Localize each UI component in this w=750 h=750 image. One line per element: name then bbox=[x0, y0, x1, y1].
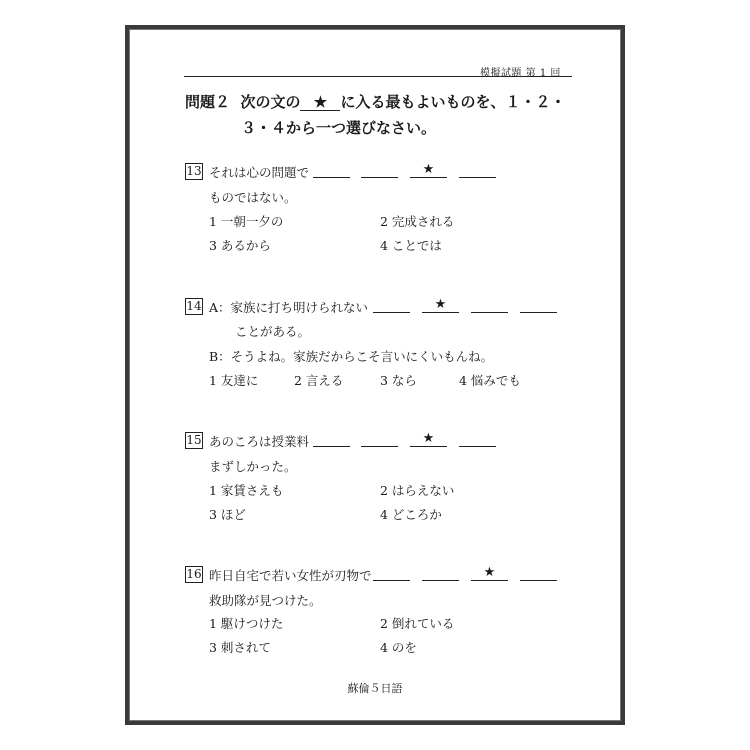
question-13-blank-2[interactable] bbox=[361, 163, 398, 178]
instructions-line-2: ３・４から一つ選びなさい。 bbox=[241, 119, 437, 137]
question-15-blank-4[interactable] bbox=[459, 432, 496, 447]
instructions-label: 問題２ bbox=[185, 93, 231, 111]
question-number-14: 14 bbox=[186, 299, 202, 313]
question-13-blank-3[interactable]: ★ bbox=[410, 163, 447, 178]
question-15-continuation: まずしかった。 bbox=[209, 459, 297, 474]
header-rule bbox=[184, 76, 572, 77]
question-14-blank-1[interactable] bbox=[373, 298, 410, 313]
instructions-star-blank: ★ bbox=[300, 94, 340, 111]
question-number-13: 13 bbox=[186, 164, 202, 178]
question-15-blank-2[interactable] bbox=[361, 432, 398, 447]
question-14-option-1[interactable]: 1 友達に bbox=[209, 373, 259, 388]
question-number-16: 16 bbox=[186, 567, 202, 581]
question-16-stem: 昨日自宅で若い女性が刃物で bbox=[209, 568, 372, 583]
question-13-continuation: ものではない。 bbox=[209, 190, 297, 205]
question-15-blank-3[interactable]: ★ bbox=[410, 432, 447, 447]
page-header: 模擬試題 第 1 回 bbox=[480, 68, 561, 79]
instructions-text-before: 次の文の bbox=[240, 93, 301, 111]
question-13-option-2[interactable]: 2 完成される bbox=[380, 214, 455, 229]
instructions-text-after: に入る最もよいものを、１・２・ bbox=[340, 93, 566, 111]
question-14-stem: A：家族に打ち明けられない bbox=[209, 300, 369, 315]
question-16-option-2[interactable]: 2 倒れている bbox=[380, 616, 455, 631]
question-15-stem: あのころは授業料 bbox=[209, 434, 310, 449]
question-14-reply: B：そうよね。家族だからこそ言いにくいもんね。 bbox=[209, 349, 494, 364]
question-13-stem: それは心の問題で bbox=[209, 165, 310, 180]
question-15-option-4[interactable]: 4 どころか bbox=[380, 507, 442, 522]
question-13-option-1[interactable]: 1 一朝一夕の bbox=[209, 214, 284, 229]
question-16-blank-1[interactable] bbox=[373, 566, 410, 581]
question-14-blank-4[interactable] bbox=[520, 298, 557, 313]
question-15-option-1[interactable]: 1 家賃さえも bbox=[209, 483, 284, 498]
question-number-15: 15 bbox=[186, 433, 202, 447]
question-13-option-3[interactable]: 3 あるから bbox=[209, 238, 271, 253]
question-16-option-1[interactable]: 1 駆けつけた bbox=[209, 616, 284, 631]
question-15-blank-1[interactable] bbox=[313, 432, 350, 447]
question-13-blank-1[interactable] bbox=[313, 163, 350, 178]
question-15-option-3[interactable]: 3 ほど bbox=[209, 507, 246, 522]
question-16-continuation: 救助隊が見つけた。 bbox=[209, 593, 322, 608]
question-16-blank-2[interactable] bbox=[422, 566, 459, 581]
question-13-option-4[interactable]: 4 ことでは bbox=[380, 238, 442, 253]
question-14-option-3[interactable]: 3 なら bbox=[380, 373, 417, 388]
page-footer: 蘇倫５日語 bbox=[347, 682, 403, 695]
question-16-option-3[interactable]: 3 刺されて bbox=[209, 640, 271, 655]
question-14-blank-2[interactable]: ★ bbox=[422, 298, 459, 313]
question-14-option-4[interactable]: 4 悩みでも bbox=[459, 373, 521, 388]
question-16-blank-4[interactable] bbox=[520, 566, 557, 581]
question-16-option-4[interactable]: 4 のを bbox=[380, 640, 417, 655]
question-14-option-2[interactable]: 2 言える bbox=[294, 373, 344, 388]
question-15-option-2[interactable]: 2 はらえない bbox=[380, 483, 455, 498]
question-13-blank-4[interactable] bbox=[459, 163, 496, 178]
instructions-line-1 bbox=[185, 91, 566, 112]
question-16-blank-3[interactable]: ★ bbox=[471, 566, 508, 581]
question-14-continuation: ことがある。 bbox=[235, 324, 311, 339]
question-14-blank-3[interactable] bbox=[471, 298, 508, 313]
